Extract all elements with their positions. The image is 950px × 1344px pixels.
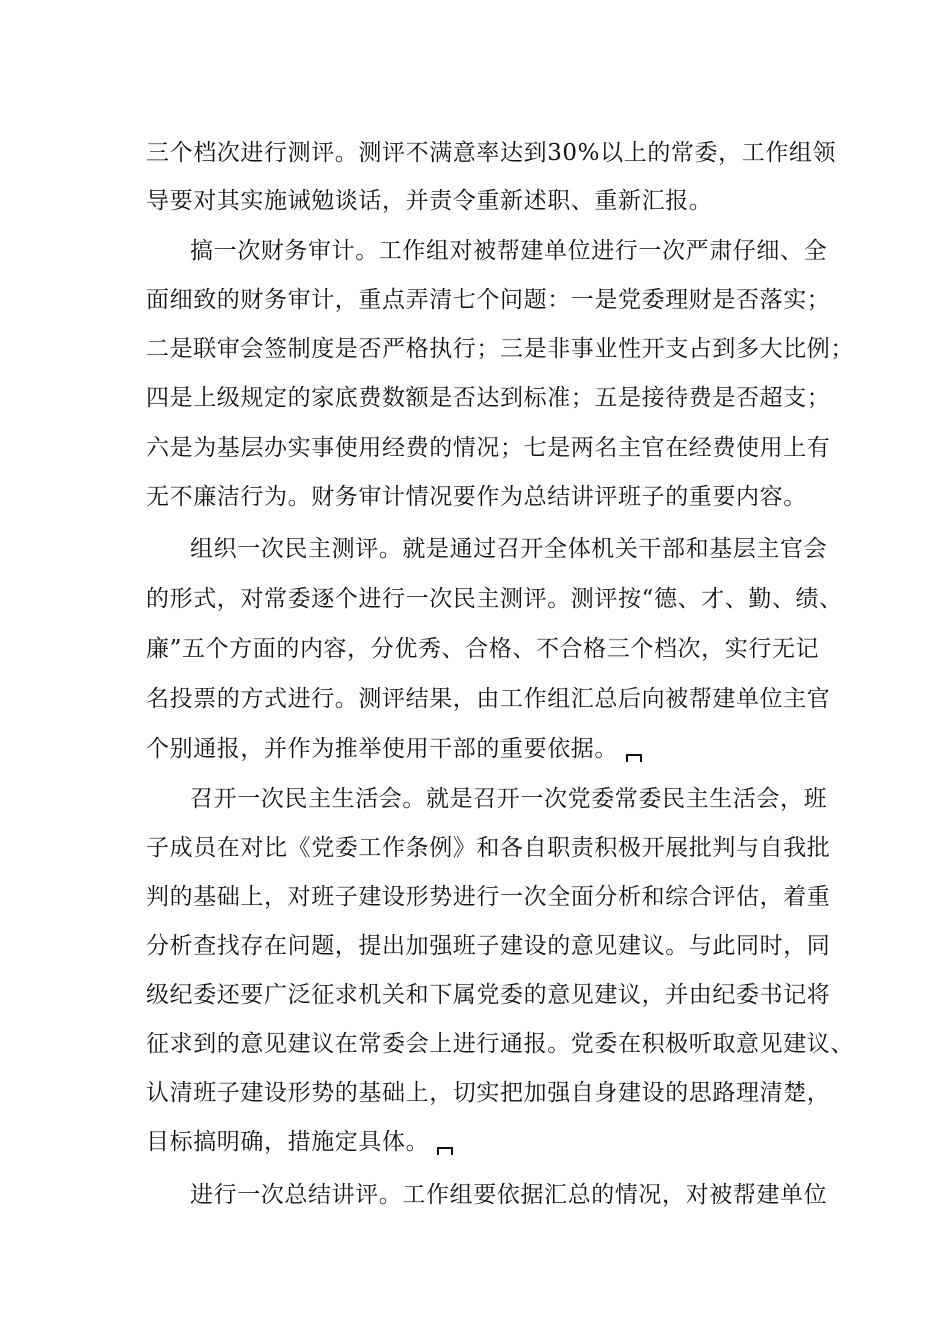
text-line-content: 目标搞明确，措施定具体。 [146,1129,430,1155]
text-line: 名投票的方式进行。测评结果，由工作组汇总后向被帮建单位主官 [146,686,831,712]
paragraph-mark-icon [437,1147,453,1155]
text-line: 召开一次民主生活会。就是召开一次党委常委民主生活会，班 [190,786,828,812]
text-line: 三个档次进行测评。测评不满意率达到30%以上的常委，工作组领 [146,140,837,166]
text-line: 四是上级规定的家底费数额是否达到标准；五是接待费是否超支； [146,385,831,411]
text-line [146,734,642,764]
text-line [146,1127,453,1157]
text-line: 子成员在对比《党委工作条例》和各自职责积极开展批判与自我批 [146,835,831,861]
text-line: 判的基础上，对班子建设形势进行一次全面分析和综合评估，着重 [146,884,831,910]
text-line-content: 个别通报，并作为推举使用干部的重要依据。 [146,736,618,762]
text-line: 无不廉洁行为。财务审计情况要作为总结讲评班子的重要内容。 [146,484,807,510]
text-line: 征求到的意见建议在常委会上进行通报。党委在积极听取意见建议、 [146,1031,854,1057]
text-line: 廉”五个方面的内容，分优秀、合格、不合格三个档次，实行无记 [146,636,820,662]
text-line: 组织一次民主测评。就是通过召开全体机关干部和基层主官会 [190,536,828,562]
text-line: 六是为基层办实事使用经费的情况；七是两名主官在经费使用上有 [146,435,831,461]
text-line: 搞一次财务审计。工作组对被帮建单位进行一次严肃仔细、全 [190,238,828,264]
paragraph-mark-icon [626,754,642,762]
text-line: 导要对其实施诫勉谈话，并责令重新述职、重新汇报。 [146,188,713,214]
text-line: 级纪委还要广泛征求机关和下属党委的意见建议，并由纪委书记将 [146,982,831,1008]
text-line: 的形式，对常委逐个进行一次民主测评。测评按“德、才、勤、绩、 [146,586,843,612]
text-line: 认清班子建设形势的基础上，切实把加强自身建设的思路理清楚， [146,1080,831,1106]
text-line: 二是联审会签制度是否严格执行；三是非事业性开支占到多大比例； [146,336,854,362]
text-line: 分析查找存在问题，提出加强班子建设的意见建议。与此同时，同 [146,933,831,959]
text-line: 面细致的财务审计，重点弄清七个问题：一是党委理财是否落实； [146,287,831,313]
text-line: 进行一次总结讲评。工作组要依据汇总的情况，对被帮建单位 [190,1182,828,1208]
